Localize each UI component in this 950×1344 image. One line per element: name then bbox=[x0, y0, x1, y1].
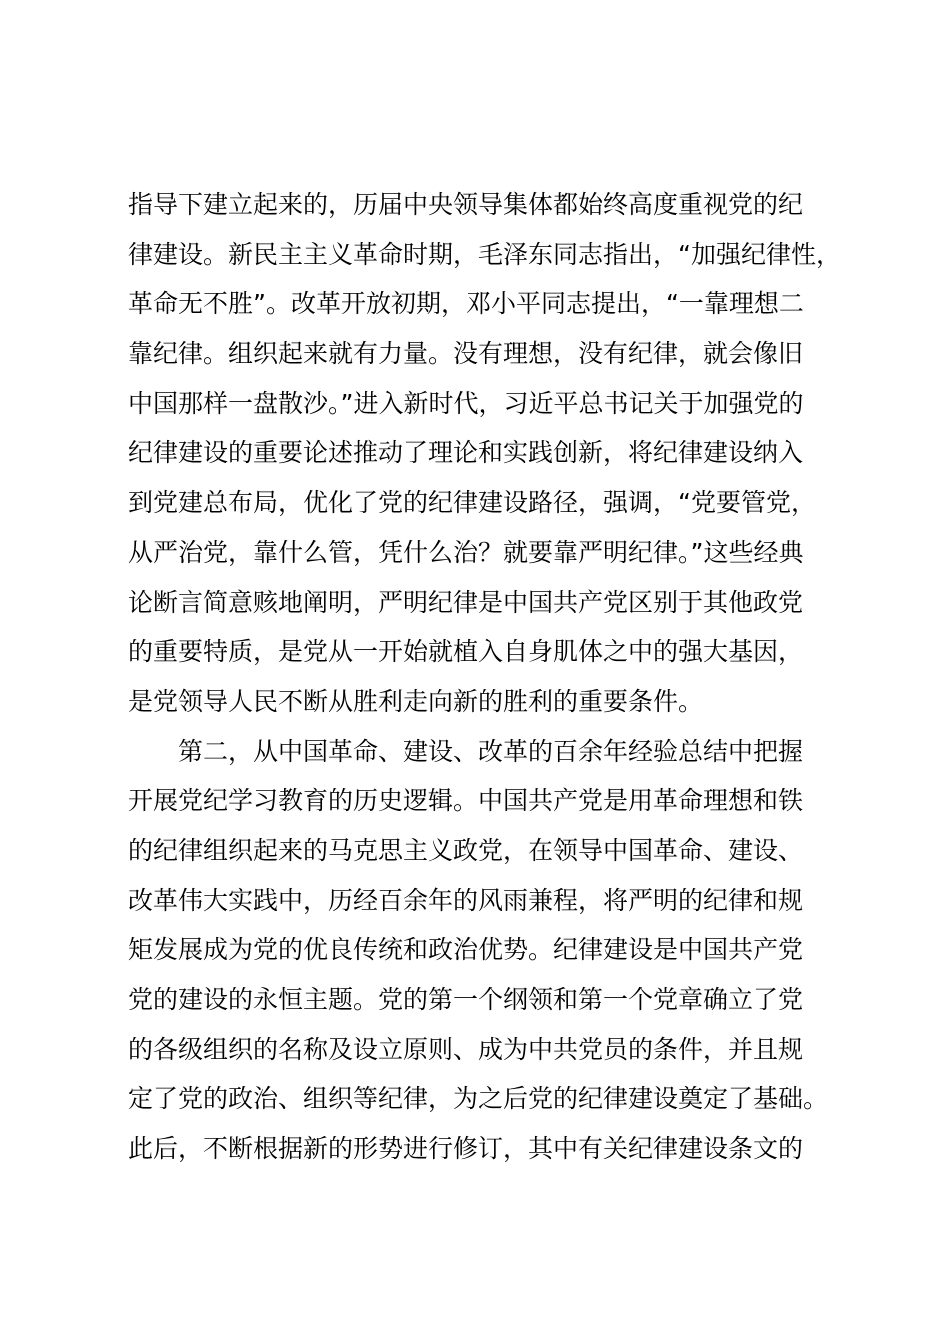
text-line: 定了党的政治、组织等纪律，为之后党的纪律建设奠定了基础。 bbox=[128, 1084, 829, 1114]
body-text bbox=[128, 180, 868, 1174]
text-line: 的纪律组织起来的马克思主义政党，在领导中国革命、建设、 bbox=[128, 835, 804, 865]
text-line: 的重要特质，是党从一开始就植入自身肌体之中的强大基因， bbox=[128, 637, 804, 667]
text-line: 指导下建立起来的，历届中央领导集体都始终高度重视党的纪 bbox=[128, 190, 804, 219]
text-line: 靠纪律。组织起来就有力量。没有理想，没有纪律，就会像旧 bbox=[128, 339, 804, 369]
text-line: 开展党纪学习教育的历史逻辑。中国共产党是用革命理想和铁 bbox=[128, 786, 804, 816]
paragraph-start-line: 第二，从中国革命、建设、改革的百余年经验总结中把握 bbox=[178, 736, 804, 766]
text-line: 是党领导人民不断从胜利走向新的胜利的重要条件。 bbox=[128, 686, 704, 716]
text-line: 到党建总布局，优化了党的纪律建设路径，强调，“党要管党， bbox=[128, 488, 816, 518]
text-line: 中国那样一盘散沙。”进入新时代，习近平总书记关于加强党的 bbox=[128, 388, 804, 418]
text-line: 论断言简意赅地阐明，严明纪律是中国共产党区别于其他政党 bbox=[128, 587, 804, 617]
text-line: 革命无不胜”。改革开放初期，邓小平同志提出，“一靠理想二 bbox=[128, 289, 804, 319]
text-line: 从严治党，靠什么管，凭什么治？就要靠严明纪律。”这些经典 bbox=[128, 537, 804, 567]
text-line: 党的建设的永恒主题。党的第一个纲领和第一个党章确立了党 bbox=[128, 985, 804, 1014]
text-line: 此后，不断根据新的形势进行修订，其中有关纪律建设条文的 bbox=[128, 1134, 804, 1164]
text-line: 纪律建设的重要论述推动了理论和实践创新，将纪律建设纳入 bbox=[128, 438, 804, 468]
text-line: 律建设。新民主主义革命时期，毛泽东同志指出，“加强纪律性， bbox=[128, 239, 841, 269]
text-line: 的各级组织的名称及设立原则、成为中共党员的条件，并且规 bbox=[128, 1034, 804, 1064]
text-line: 矩发展成为党的优良传统和政治优势。纪律建设是中国共产党 bbox=[128, 935, 804, 965]
text-line: 改革伟大实践中，历经百余年的风雨兼程，将严明的纪律和规 bbox=[128, 885, 804, 915]
